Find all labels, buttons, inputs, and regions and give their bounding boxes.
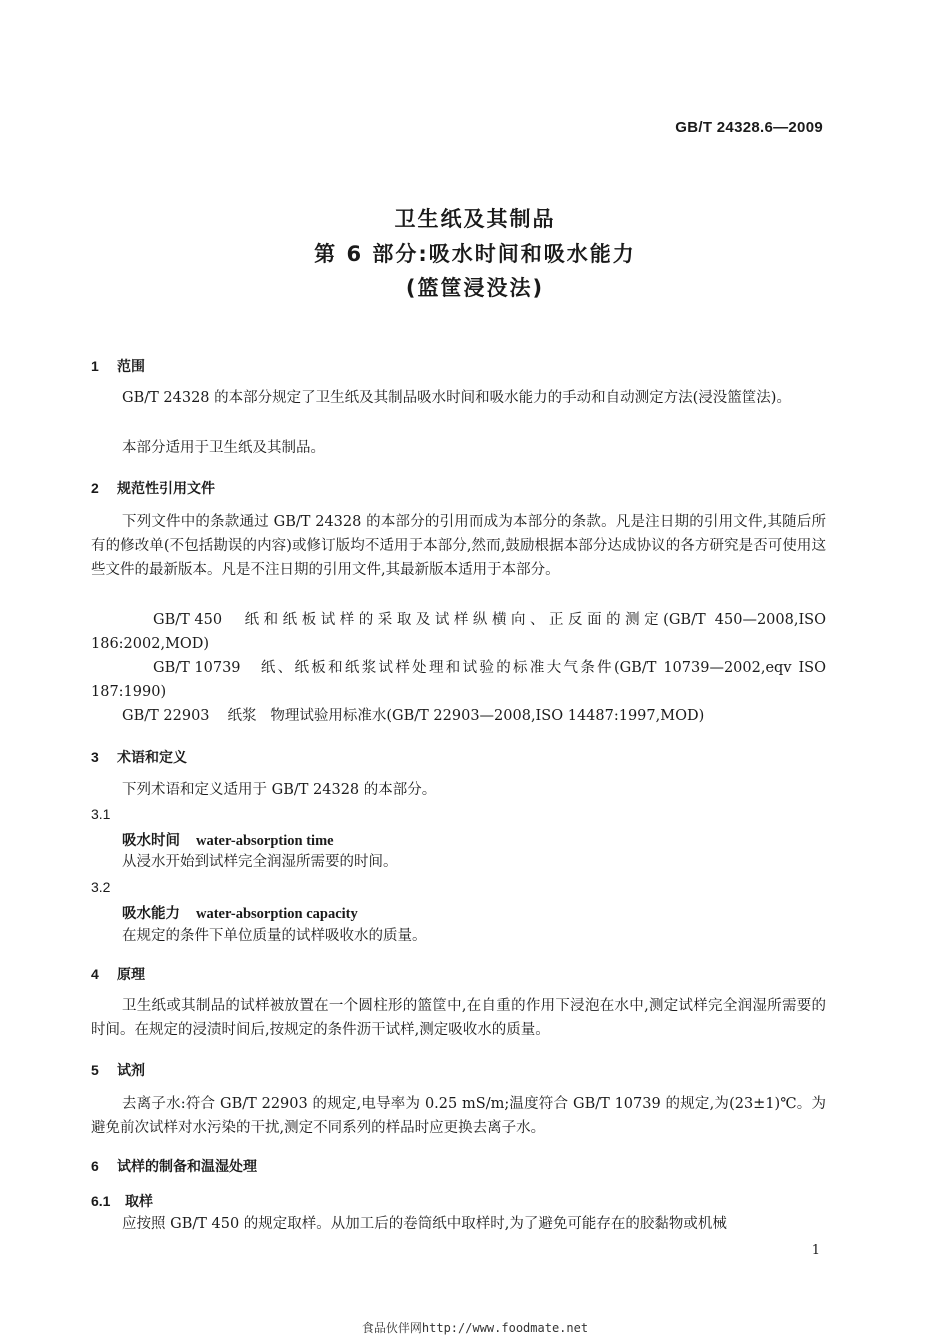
document-title-line2: 第 6 部分:吸水时间和吸水能力 <box>314 242 636 266</box>
term-3-2-number: 3.2 <box>91 879 111 895</box>
section-number: 3 <box>91 749 99 765</box>
term-3-2 <box>122 902 358 923</box>
section-title: 范围 <box>117 359 145 375</box>
term-chinese: 吸水时间 <box>122 832 180 849</box>
section-1-paragraph-1: GB/T 24328 的本部分规定了卫生纸及其制品吸水时间和吸水能力的手动和自动测定方法(浸没篮筐法)。 <box>122 390 791 406</box>
section-title: 试样的制备和温湿处理 <box>117 1159 257 1175</box>
subsection-number: 6.1 <box>91 1193 111 1209</box>
section-2-heading <box>91 478 215 498</box>
section-title: 规范性引用文件 <box>117 481 215 497</box>
term-chinese: 吸水能力 <box>122 905 180 922</box>
section-number: 4 <box>91 966 99 982</box>
reference-code: GB/T 450 <box>153 612 223 628</box>
reference-code: GB/T 22903 <box>122 708 210 724</box>
section-3-paragraph-1: 下列术语和定义适用于 GB/T 24328 的本部分。 <box>122 782 437 798</box>
section-2-paragraph-1: 下列文件中的条款通过 GB/T 24328 的本部分的引用而成为本部分的条款。凡是注日期的引用文件,其随后所有的修改单(不包括勘误的内容)或修订版均不适用于本部分,然而,鼓励根据本部分达成协议的各方研究是否可使用这些文件的最新版本。凡是不注日期的引用文件,其最新版本适用于本部分。 <box>91 514 826 578</box>
section-title: 原理 <box>117 967 145 983</box>
reference-item-1 <box>91 608 826 656</box>
reference-code: GB/T 10739 <box>153 660 241 676</box>
document-title-line1: 卫生纸及其制品 <box>394 207 556 231</box>
footer-watermark: 食品伙伴网http://www.foodmate.net <box>361 1321 589 1335</box>
reference-text: 纸、纸板和纸浆试样处理和试验的标准大气条件(GB/T 10739—2002,eqv ISO 187:1990) <box>91 660 826 700</box>
section-4-paragraph-1: 卫生纸或其制品的试样被放置在一个圆柱形的篮筐中,在自重的作用下浸泡在水中,测定试样完全润湿所需要的时间。在规定的浸渍时间后,按规定的条件沥干试样,测定吸收水的质量。 <box>91 998 826 1038</box>
section-4-heading <box>91 964 145 984</box>
section-6-heading <box>91 1156 257 1176</box>
reference-item-2 <box>91 656 826 704</box>
page-number: 1 <box>811 1243 820 1258</box>
term-english: water-absorption capacity <box>196 906 358 922</box>
subsection-title: 取样 <box>125 1194 153 1210</box>
subsection-6-1-heading <box>91 1191 153 1211</box>
section-title: 术语和定义 <box>117 750 187 766</box>
reference-text: 纸浆 物理试验用标准水(GB/T 22903—2008,ISO 14487:1997,MOD) <box>227 708 705 724</box>
section-5-paragraph-1: 去离子水:符合 GB/T 22903 的规定,电导率为 0.25 mS/m;温度符合 GB/T 10739 的规定,为(23±1)℃。为避免前次试样对水污染的干扰,测定不同系列的样品时应更换去离子水。 <box>91 1096 826 1136</box>
term-english: water-absorption time <box>196 833 334 849</box>
section-number: 6 <box>91 1158 99 1174</box>
section-title: 试剂 <box>117 1063 145 1079</box>
term-3-1 <box>122 829 334 850</box>
section-1-paragraph-2: 本部分适用于卫生纸及其制品。 <box>122 440 325 456</box>
section-1-heading <box>91 356 145 376</box>
standard-code: GB/T 24328.6—2009 <box>675 119 823 136</box>
document-title-line3: (篮筐浸没法) <box>405 276 545 300</box>
section-6-1-paragraph-1: 应按照 GB/T 450 的规定取样。从加工后的卷筒纸中取样时,为了避免可能存在的胶黏物或机械 <box>122 1216 727 1232</box>
section-3-heading <box>91 747 187 767</box>
reference-text: 纸和纸板试样的采取及试样纵横向、正反面的测定(GB/T 450—2008,ISO 186:2002,MOD) <box>91 612 826 652</box>
section-number: 1 <box>91 358 99 374</box>
term-3-1-number: 3.1 <box>91 806 111 822</box>
term-3-2-definition: 在规定的条件下单位质量的试样吸收水的质量。 <box>122 928 427 944</box>
section-5-heading <box>91 1060 145 1080</box>
section-number: 2 <box>91 480 99 496</box>
term-3-1-definition: 从浸水开始到试样完全润湿所需要的时间。 <box>122 854 398 870</box>
reference-item-3 <box>122 704 704 728</box>
section-number: 5 <box>91 1062 99 1078</box>
